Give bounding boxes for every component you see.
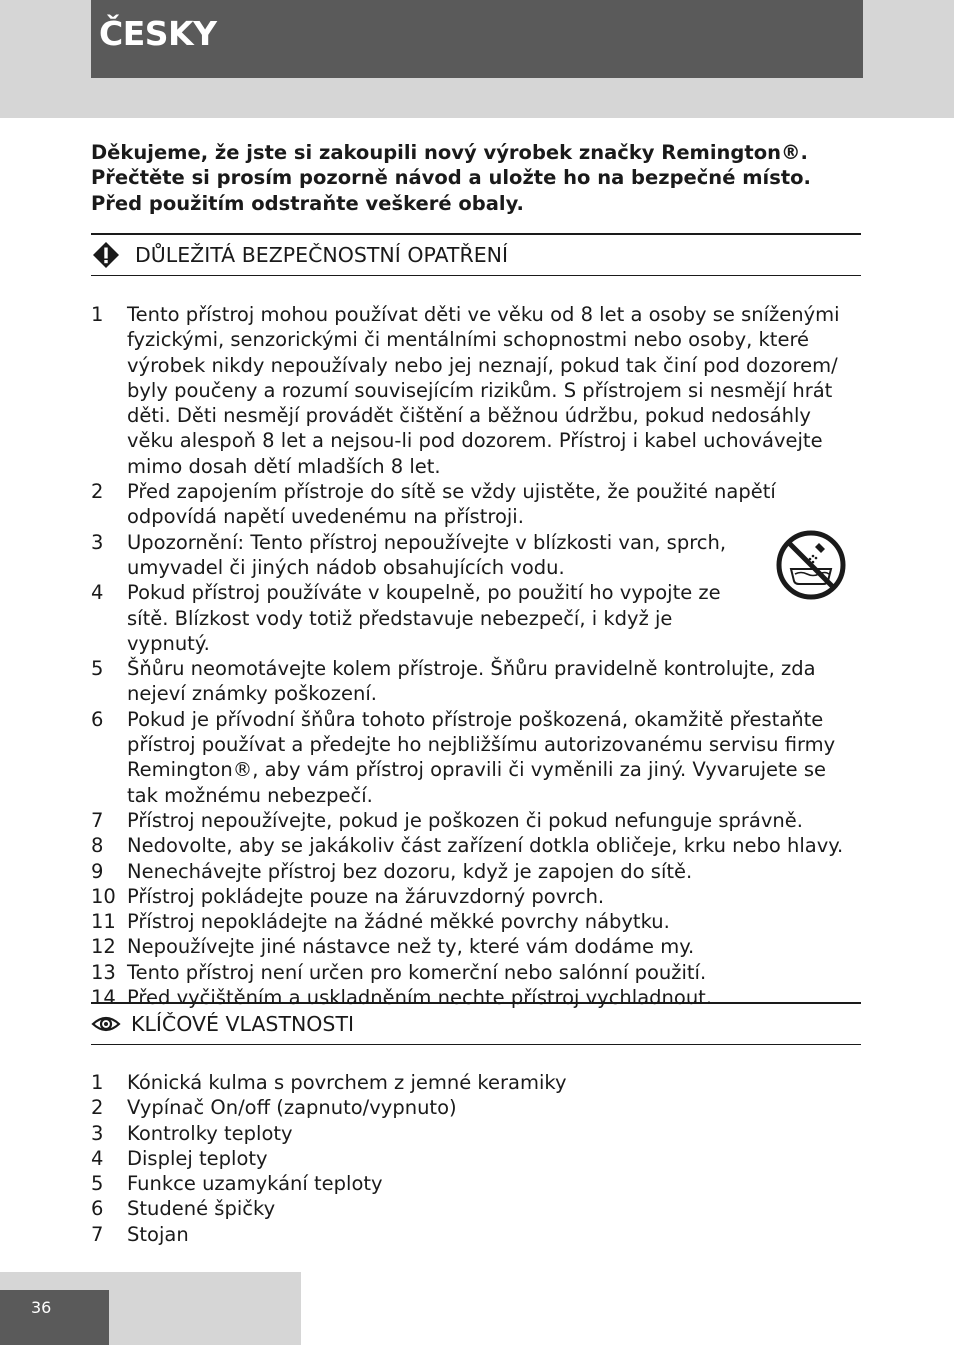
list-item: 6 Pokud je přívodní šňůra tohoto přístroje poškozená, okamžitě přestaňte přístroj používat a předejte ho nejbližšímu autorizovanému servisu firmy Remington®, aby vám přístroj opravili či vyměnili za jiný. Vyvarujete se tak možnému nebezpečí. (91, 707, 836, 807)
page-number-box (0, 1290, 109, 1345)
page-number: 36 (31, 1298, 52, 1317)
list-item: 3 Kontrolky teploty (91, 1121, 293, 1145)
list-item: 5 Šňůru neomotávejte kolem přístroje. Šňůru pravidelně kontrolujte, zda nejeví známky poškození. (91, 657, 816, 706)
safety-list (91, 302, 851, 1010)
title-bar (91, 0, 863, 78)
list-item: 1 Kónická kulma s povrchem z jemné keramiky (91, 1071, 567, 1094)
list-item: 5 Funkce uzamykání teploty (91, 1172, 383, 1196)
list-item: 1 Tento přístroj mohou používat děti ve věku od 8 let a osoby se sníženými fyzickými, senzorickými či mentálními schopnostmi nebo osoby, které výrobek nikdy nepoužívaly nebo jej neznají, pokud tak činí pod dozorem/ byly poučeny a rozumí souvisejícím rizikům. S přístrojem si nesmějí hrát děti. Děti nesmějí provádět čištění a běžnou údržbu, pokud nedosáhly věku alespoň 8 let a nejsou-li pod dozorem. Přístroj i kabel uchovávejte mimo dosah dětí mladších 8 let. (91, 303, 840, 478)
features-section-title: KLÍČOVÉ VLASTNOSTI (131, 1012, 355, 1036)
list-item: 2 Vypínač On/off (zapnuto/vypnuto) (91, 1096, 457, 1120)
list-item: 8 Nedovolte, aby se jakákoliv část zařízení dotkla obličeje, krku nebo hlavy. (91, 834, 844, 858)
list-item: 4 Displej teploty (91, 1146, 268, 1170)
features-section-header (91, 1002, 861, 1045)
list-item: 3 Upozornění: Tento přístroj nepoužívejte v blízkosti van, sprch, umyvadel či jiných nádob obsahujících vodu. (91, 530, 727, 579)
safety-section-header (91, 233, 861, 276)
safety-section-title: DŮLEŽITÁ BEZPEČNOSTNÍ OPATŘENÍ (135, 243, 509, 267)
list-item: 4 Pokud přístroj používáte v koupelně, po použití ho vypojte ze sítě. Blízkost vody totiž představuje nebezpečí, i když je vypnutý. (91, 581, 721, 655)
no-water-bath-icon (775, 529, 847, 601)
list-item: 13 Tento přístroj není určen pro komerční nebo salónní použití. (91, 960, 707, 984)
features-list (91, 1070, 851, 1247)
warning-diamond-icon (91, 240, 121, 270)
list-item: 9 Nenechávejte přístroj bez dozoru, když je zapojen do sítě. (91, 859, 693, 883)
list-item: 7 Stojan (91, 1222, 189, 1246)
eye-icon (91, 1009, 121, 1039)
list-item: 12 Nepoužívejte jiné nástavce než ty, které vám dodáme my. (91, 935, 695, 959)
list-item: 6 Studené špičky (91, 1197, 276, 1221)
list-item: 2 Před zapojením přístroje do sítě se vždy ujistěte, že použité napětí odpovídá napětí uvedenému na přístroji. (91, 480, 776, 529)
intro-paragraph: Děkujeme, že jste si zakoupili nový výrobek značky Remington®. Přečtěte si prosím pozorně návod a uložte ho na bezpečné místo. Před použitím odstraňte veškeré obaly. (91, 141, 811, 215)
list-item: 7 Přístroj nepoužívejte, pokud je poškozen či pokud nefunguje správně. (91, 808, 803, 832)
list-item: 11 Přístroj nepokládejte na žádné měkké povrchy nábytku. (91, 910, 670, 934)
list-item: 14 Před vyčištěním a uskladněním nechte přístroj vychladnout. (91, 986, 713, 1010)
list-item: 10 Přístroj pokládejte pouze na žáruvzdorný povrch. (91, 884, 605, 908)
page-title: ČESKY (99, 14, 217, 53)
